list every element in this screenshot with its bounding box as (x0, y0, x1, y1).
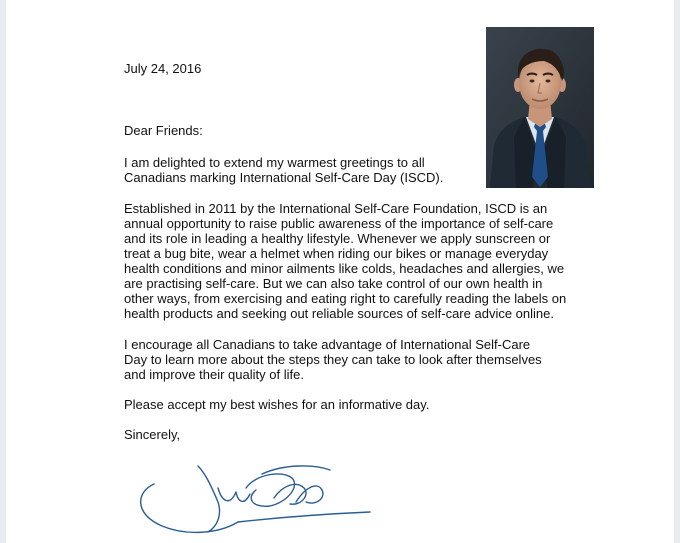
paragraph-line: and its role in leading a healthy lifestyle. Whenever we apply sunscreen or (124, 231, 551, 246)
signature (134, 462, 374, 538)
salutation: Dear Friends: (124, 123, 203, 138)
paragraph-line: annual opportunity to raise public awareness of the importance of self-care (124, 216, 554, 231)
paragraph-line: health products and seeking out reliable sources of self-care advice online. (124, 306, 554, 321)
paragraph-line: I encourage all Canadians to take advantage of International Self-Care (124, 337, 531, 352)
letter-date: July 24, 2016 (124, 61, 202, 76)
paragraph-line: are practising self-care. But we can also take control of our own health in (124, 276, 543, 291)
paragraph-line: and improve their quality of life. (124, 367, 304, 382)
paragraph-line: treat a bug bite, wear a helmet when riding our bikes or manage everyday (124, 246, 549, 261)
paragraph-line: health conditions and minor ailments like colds, headaches and allergies, we (124, 261, 565, 276)
portrait-illustration (486, 27, 594, 188)
portrait-photo (486, 27, 594, 188)
paragraph-line: Established in 2011 by the International Self-Care Foundation, ISCD is an (124, 201, 548, 216)
paragraph-line: Canadians marking International Self-Care Day (ISCD). (124, 170, 444, 185)
paragraph-line: Day to learn more about the steps they can take to look after themselves (124, 352, 542, 367)
paragraph-line: other ways, from exercising and eating right to carefully reading the labels on (124, 291, 567, 306)
paragraph-wishes: Please accept my best wishes for an informative day. (124, 397, 430, 412)
closing: Sincerely, (124, 427, 181, 442)
paragraph-line: I am delighted to extend my warmest greetings to all (124, 155, 425, 170)
letter-page (6, 0, 674, 543)
